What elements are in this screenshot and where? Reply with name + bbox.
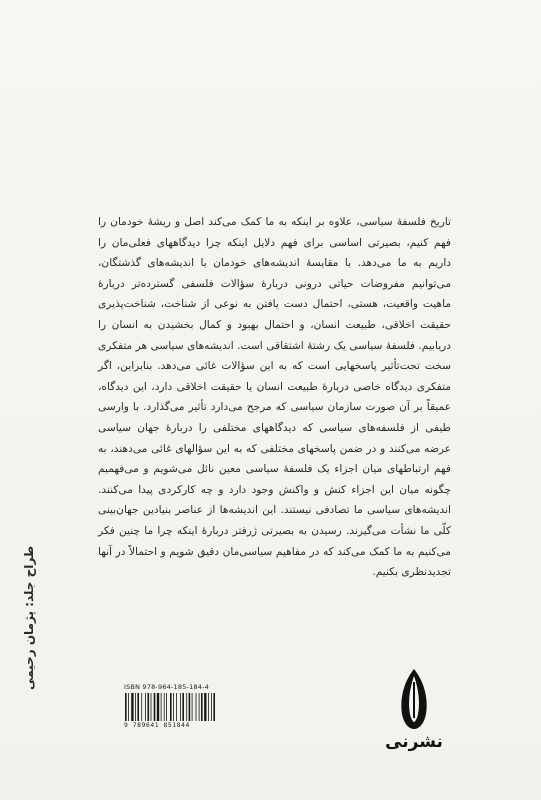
barcode-block <box>124 683 227 731</box>
publisher-name: نشرنی <box>385 732 443 752</box>
ean-digits: 9 789641 851844 <box>124 722 190 729</box>
reed-pen-logo-icon <box>399 668 429 730</box>
blurb-paragraph: تاریخ فلسفهٔ سیاسی، علاوه بر اینکه به ما کمک می‌کند اصل و ریشهٔ خودمان را فهم کنیم، بصیرتی اساسی برای فهم دلایل اینکه چرا دیدگاههای فعلی‌مان را داریم به ما می‌دهد. با مقایسهٔ اندیشه‌های خودمان با اندیشه‌های گذشتگان، می‌توانیم مفروضات حیاتی درونی دربارهٔ سؤالات فلسفی گسترده‌تر دربارهٔ ماهیت واقعیت، هستی، احتمال دست یافتن به نوعی از شناخت، شناخت‌پذیری حقیقت اخلاقی، طبیعت انسان، و احتمال بهبود و کمال بخشیدن به انسان را دریابیم. فلسفهٔ سیاسی یک رشتهٔ اشتقاقی است. اندیشه‌های سیاسی هر متفکری سخت تحت‌تأثیر پاسخهایی است که به این سؤالات غائی می‌دهد. بنابراین، اگر متفکری دیدگاه خاصی دربارهٔ طبیعت انسان یا حقیقت اخلاقی دارد، این دیدگاه، عمیقاً بر آن صورت سازمان سیاسی که مرجح می‌دارد تأثیر می‌گذارد. با وارسی طیفی از فلسفه‌های سیاسی که دیدگاههای مختلفی را دربارهٔ جهان سیاسی عرضه می‌کنند و در ضمن پاسخهای مختلفی که به این سؤالهای غائی می‌دهند، به فهم ارتباطهای میان اجزاء یک فلسفهٔ سیاسی معین نائل می‌شویم و می‌فهمیم چگونه میان این اجزاء کنش و واکنش وجود دارد و چه کارکردی پیدا می‌کنند. اندیشه‌های سیاسی ما تصادفی نیستند. این اندیشه‌ها از عناصر بنیادین جهان‌بینی کلّی ما نشأت می‌گیرند. رسیدن به بصیرتی ژرفتر دربارهٔ اینکه چرا ما چنین فکر می‌کنیم به ما کمک می‌کند که در مفاهیم سیاسی‌مان دقیق شویم و احتمالاً در آنها تجدیدنظری بکنیم. <box>98 216 451 579</box>
barcode-icon <box>124 693 227 721</box>
back-cover-blurb <box>98 212 451 583</box>
isbn-text: ISBN 978-964-185-184-4 <box>124 683 209 691</box>
designer-signature: طراح جلد: پژمان رحیمی <box>22 545 36 690</box>
publisher-logo <box>384 668 444 768</box>
